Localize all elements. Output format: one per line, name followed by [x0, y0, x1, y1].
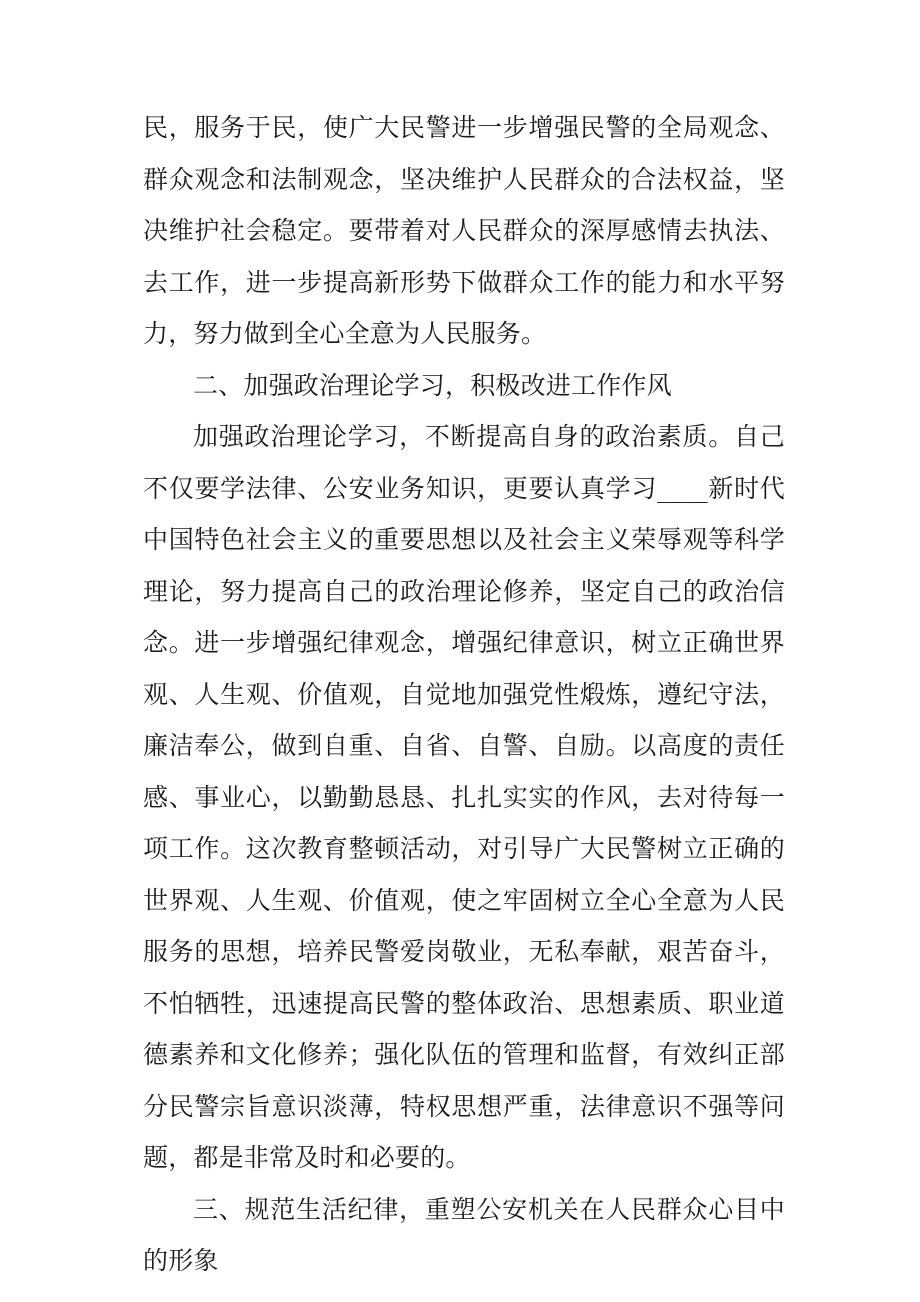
paragraph-political-study: 加强政治理论学习，不断提高自身的政治素质。自己不仅要学法律、公安业务知识，更要认真学习____新时代中国特色社会主义的重要思想以及社会主义荣辱观等科学理论，努力提高自己的政治理论修养，坚定自己的政治信念。进一步增强纪律观念，增强纪律意识，树立正确世界观、人生观、价值观，自觉地加强党性煅炼，遵纪守法，廉洁奉公，做到自重、自省、自警、自励。以高度的责任感、事业心，以勤勤恳恳、扎扎实实的作风，去对待每一项工作。这次教育整顿活动，对引导广大民警树立正确的世界观、人生观、价值观，使之牢固树立全心全意为人民服务的思想，培养民警爱岗敬业，无私奉献，艰苦奋斗，不怕牺牲，迅速提高民警的整体政治、思想素质、职业道德素养和文化修养；强化队伍的管理和监督，有效纠正部分民警宗旨意识淡薄，特权思想严重，法律意识不强等问题，都是非常及时和必要的。: [143, 422, 785, 1172]
section-heading-2: 二、加强政治理论学习，积极改进工作作风: [193, 370, 672, 400]
paragraph-continuation: 民，服务于民，使广大民警进一步增强民警的全局观念、群众观念和法制观念，坚决维护人民群众的合法权益，坚决维护社会稳定。要带着对人民群众的深厚感情去执法、去工作，进一步提高新形势下做群众工作的能力和水平努力，努力做到全心全意为人民服务。: [143, 113, 785, 348]
document-body: [143, 102, 785, 1287]
section-heading-3: 三、规范生活纪律，重塑公安机关在人民群众心目中的形象: [143, 1194, 785, 1275]
